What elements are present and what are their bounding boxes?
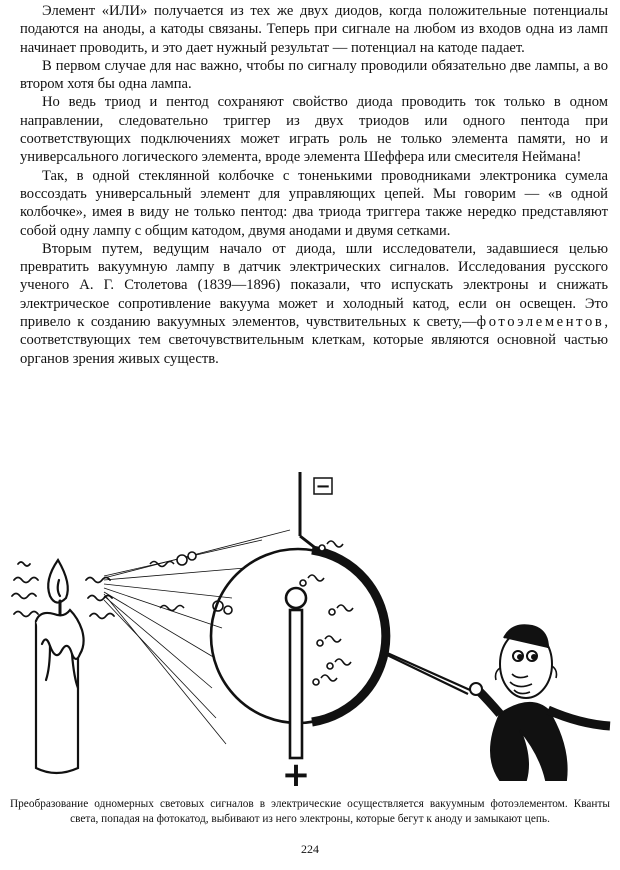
photocell-illustration	[0, 468, 620, 790]
paragraph-triode-pentode: Но ведь триод и пентод сохраняют свойство диода проводить ток только в одном направлении, следовательно триггер из двух триодов или одного пентода при соответствующих подключениях может играть роль не только элемента памяти, но и универсального логического элемента, вроде элемента Шеффера или смесителя Неймана!	[20, 94, 608, 166]
body-text	[20, 2, 608, 368]
candle-drawing	[36, 560, 84, 773]
photocell-bulb	[211, 472, 386, 758]
cartoon-man	[470, 625, 610, 780]
paragraph-photoelements	[20, 240, 608, 368]
page-number: 224	[301, 842, 319, 856]
paragraph-glass-bulb: Так, в одной стеклянной колбочке с тоненькими проводниками электроника сумела воссоздать универсальный элемент для управляющих цепей. Мы говорим — «в одной колбочке», имея в виду не только пентод: два триода триггера также нередко представляют собой одну лампу с общим катодом, двумя анодами и двумя сетками.	[20, 167, 608, 239]
paragraph-text-end: , соответствующих тем светочувствительным клеткам, которые являются основной частью органов зрения живых существ.	[20, 314, 608, 367]
plus-sign: +	[281, 755, 311, 790]
paragraph-text-start: Вторым путем, ведущим начало от диода, шли исследователи, задавшиеся целью превратить вакуумную лампу в датчик электрических сигналов. Исследования русского ученого А. Г. Столетова (1839—1896) показали, что испускать электроны и снижать электрическое сопротивление вакуума может и холодный катод, если он освещен. Это привело к созданию вакуумных элементов, чувствительных к свету,—	[20, 240, 608, 331]
light-beam-lines	[104, 530, 290, 744]
light-quanta	[150, 552, 232, 614]
paragraph-two-lamps: В первом случае для нас важно, чтобы по сигналу проводили обязательно две лампы, а во втором хотя бы одна лампа.	[20, 57, 608, 93]
minus-sign: −	[315, 476, 331, 497]
paragraph-or-element: Элемент «ИЛИ» получается из тех же двух диодов, когда положительные потенциалы подаются на аноды, а катоды связаны. Теперь при сигнале на любом из входов одна из ламп начинает проводить, и это дает нужный результат — потенциал на катоде падает.	[20, 3, 608, 56]
pointer-stick	[385, 652, 470, 694]
spaced-term: фотоэлементов	[476, 314, 605, 331]
figure-caption: Преобразование одномерных световых сигналов в электрические осуществляется вакуумным фотоэлементом. Кванты света, попадая на фотокатод, выбивают из него электроны, которые бегут к аноду и замыкают цепь.	[10, 798, 610, 825]
